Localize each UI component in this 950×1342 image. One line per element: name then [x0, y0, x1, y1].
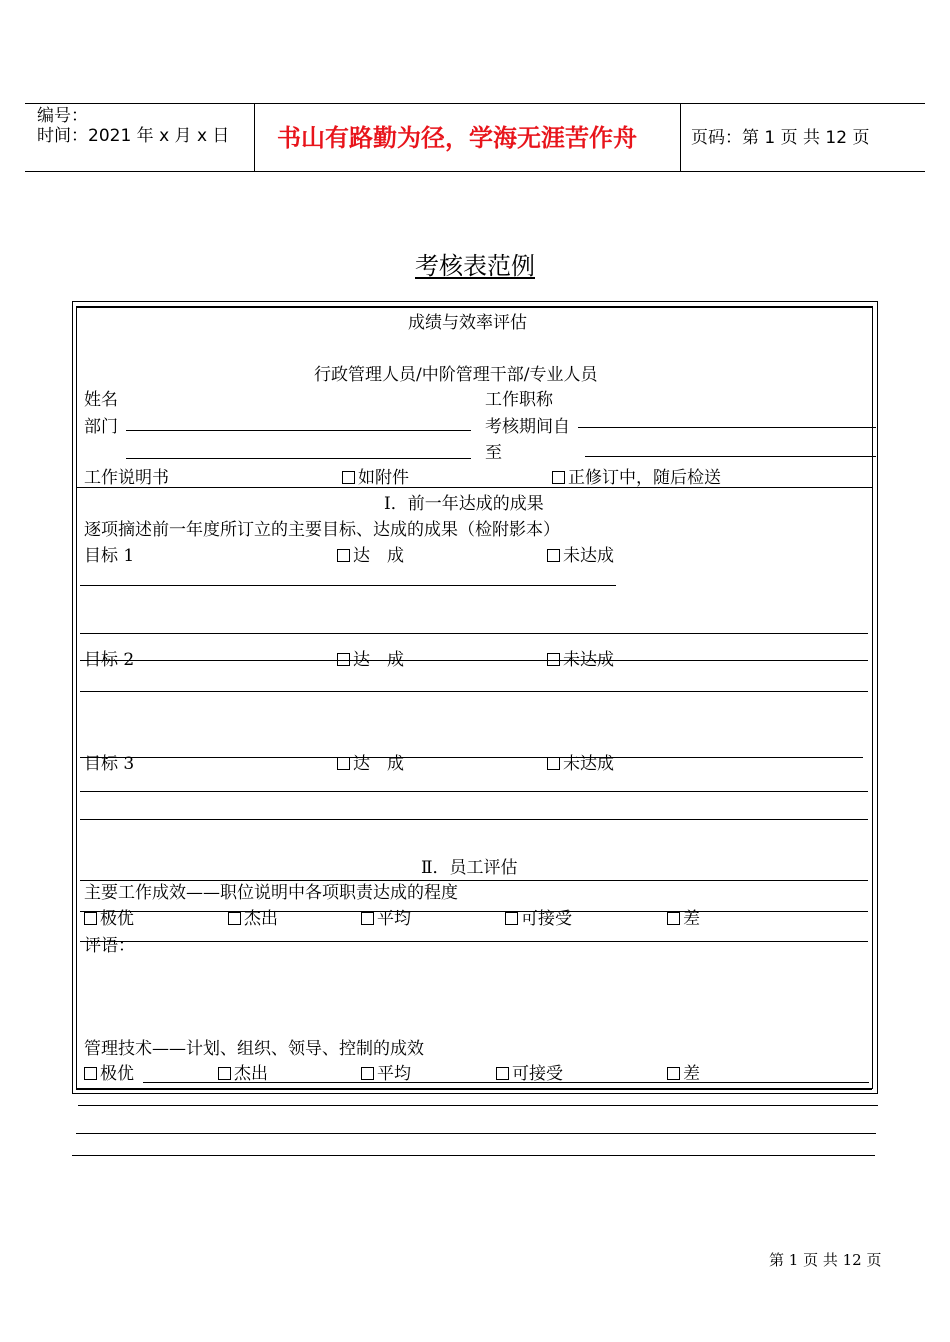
- form-left-border-inner: [76, 306, 77, 1089]
- rating-option-excellent[interactable]: [84, 909, 134, 929]
- header-top-rule: [25, 103, 925, 104]
- achieved-label: 达 成: [353, 650, 404, 670]
- checkbox[interactable]: [361, 912, 374, 925]
- achieved-label: 达 成: [353, 754, 404, 774]
- checkbox[interactable]: [84, 1067, 97, 1080]
- page-footer: 第 1 页 共 12 页: [769, 1251, 882, 1269]
- rating-option-average[interactable]: [361, 909, 411, 929]
- revising-label: 正修订中，随后检送: [568, 468, 721, 488]
- rating-label: 差: [683, 909, 700, 929]
- form-bottom-border: [72, 1093, 878, 1094]
- revising-option[interactable]: [552, 468, 721, 488]
- section2-title: Ⅱ．员工评估: [421, 858, 518, 878]
- rating-label: 平均: [377, 909, 411, 929]
- rating-label: 杰出: [244, 909, 278, 929]
- doc-title: 考核表范例: [415, 252, 535, 280]
- checkbox[interactable]: [505, 912, 518, 925]
- work-results-label: 主要工作成效——职位说明中各项职责达成的程度: [84, 883, 458, 903]
- rating-option-poor[interactable]: [667, 1064, 700, 1084]
- goal-achieved-option[interactable]: [337, 546, 404, 566]
- rating-label: 平均: [377, 1064, 411, 1084]
- goal-label: 目标 1: [84, 546, 135, 566]
- rating-option-poor[interactable]: [667, 909, 700, 929]
- comment-line: [76, 1133, 876, 1134]
- checkbox[interactable]: [667, 1067, 680, 1080]
- goal-not-achieved-option[interactable]: [547, 754, 614, 774]
- goal-achieved-option[interactable]: [337, 754, 404, 774]
- dept-field-line-2: [126, 458, 471, 459]
- checkbox[interactable]: [667, 912, 680, 925]
- rating-label: 极优: [100, 909, 134, 929]
- form-top-border-inner: [76, 306, 872, 308]
- rating-option-excellent[interactable]: [84, 1064, 134, 1084]
- goal-not-achieved-option[interactable]: [547, 546, 614, 566]
- job-desc-label: 工作说明书: [84, 468, 169, 488]
- rating-label: 杰出: [234, 1064, 268, 1084]
- rating-label: 差: [683, 1064, 700, 1084]
- rating-label: 可接受: [521, 909, 572, 929]
- dept-label: 部门: [84, 417, 118, 437]
- form-subheading: 行政管理人员/中阶管理干部/专业人员: [314, 365, 598, 385]
- checkbox[interactable]: [342, 471, 355, 484]
- dept-field-line: [126, 430, 471, 431]
- form-right-border: [877, 301, 878, 1093]
- checkbox[interactable]: [547, 549, 560, 562]
- page-label: 页码：第 1 页 共 12 页: [691, 128, 870, 148]
- row-rule: [80, 941, 868, 942]
- goal-label: 目标 3: [84, 754, 135, 774]
- goal-field-line: [80, 585, 616, 586]
- checkbox[interactable]: [337, 757, 350, 770]
- period-from-field-line: [578, 427, 876, 428]
- checkbox[interactable]: [361, 1067, 374, 1080]
- goal-label: 目标 2: [84, 650, 135, 670]
- goal-field-line: [80, 633, 868, 634]
- goal-field-line: [80, 791, 868, 792]
- not-achieved-label: 未达成: [563, 546, 614, 566]
- header-bottom-rule: [25, 171, 925, 172]
- rating-option-acceptable[interactable]: [505, 909, 572, 929]
- mgmt-label: 管理技术——计划、组织、领导、控制的成效: [84, 1039, 424, 1059]
- rating-option-acceptable[interactable]: [496, 1064, 563, 1084]
- form-right-border-inner: [872, 306, 873, 1089]
- checkbox[interactable]: [218, 1067, 231, 1080]
- achieved-label: 达 成: [353, 546, 404, 566]
- code-label: 编号：: [37, 106, 88, 126]
- period-to-field-line: [585, 456, 876, 457]
- section1-desc: 逐项摘述前一年度所订立的主要目标、达成的成果（检附影本）: [84, 520, 560, 540]
- motto: 书山有路勤为径，学海无涯苦作舟: [277, 124, 637, 152]
- checkbox[interactable]: [337, 549, 350, 562]
- checkbox[interactable]: [552, 471, 565, 484]
- row-rule: [80, 911, 868, 912]
- goal-field-line: [80, 660, 868, 661]
- section1-title: Ⅰ．前一年达成的成果: [384, 494, 544, 514]
- rating-option-outstanding[interactable]: [228, 909, 278, 929]
- job-title-label: 工作职称: [485, 390, 553, 410]
- comment-label: 评语：: [84, 936, 135, 956]
- row-rule: [76, 487, 872, 488]
- row-rule: [80, 880, 868, 881]
- rating-option-outstanding[interactable]: [218, 1064, 268, 1084]
- period-label: 考核期间自: [485, 417, 570, 437]
- rating-option-average[interactable]: [361, 1064, 411, 1084]
- attached-label: 如附件: [358, 468, 409, 488]
- form-top-border: [72, 301, 878, 302]
- rating-label: 极优: [100, 1064, 134, 1084]
- checkbox[interactable]: [496, 1067, 509, 1080]
- header-divider: [680, 103, 681, 171]
- goal-field-line: [80, 819, 868, 820]
- not-achieved-label: 未达成: [563, 650, 614, 670]
- comment-line: [78, 1105, 878, 1106]
- attached-option[interactable]: [342, 468, 409, 488]
- header-divider: [254, 103, 255, 171]
- not-achieved-label: 未达成: [563, 754, 614, 774]
- goal-field-line: [80, 691, 868, 692]
- name-label: 姓名: [84, 390, 118, 410]
- goal-field-line: [80, 757, 863, 758]
- checkbox[interactable]: [84, 912, 97, 925]
- to-label: 至: [485, 443, 502, 463]
- checkbox[interactable]: [228, 912, 241, 925]
- comment-line: [72, 1155, 875, 1156]
- form-heading: 成绩与效率评估: [408, 313, 527, 333]
- checkbox[interactable]: [547, 757, 560, 770]
- rating-label: 可接受: [512, 1064, 563, 1084]
- form-left-border: [72, 301, 73, 1093]
- time-label: 时间：2021 年 x 月 x 日: [37, 126, 230, 146]
- row-rule: [143, 1082, 869, 1083]
- form-bottom-border-inner: [76, 1088, 872, 1090]
